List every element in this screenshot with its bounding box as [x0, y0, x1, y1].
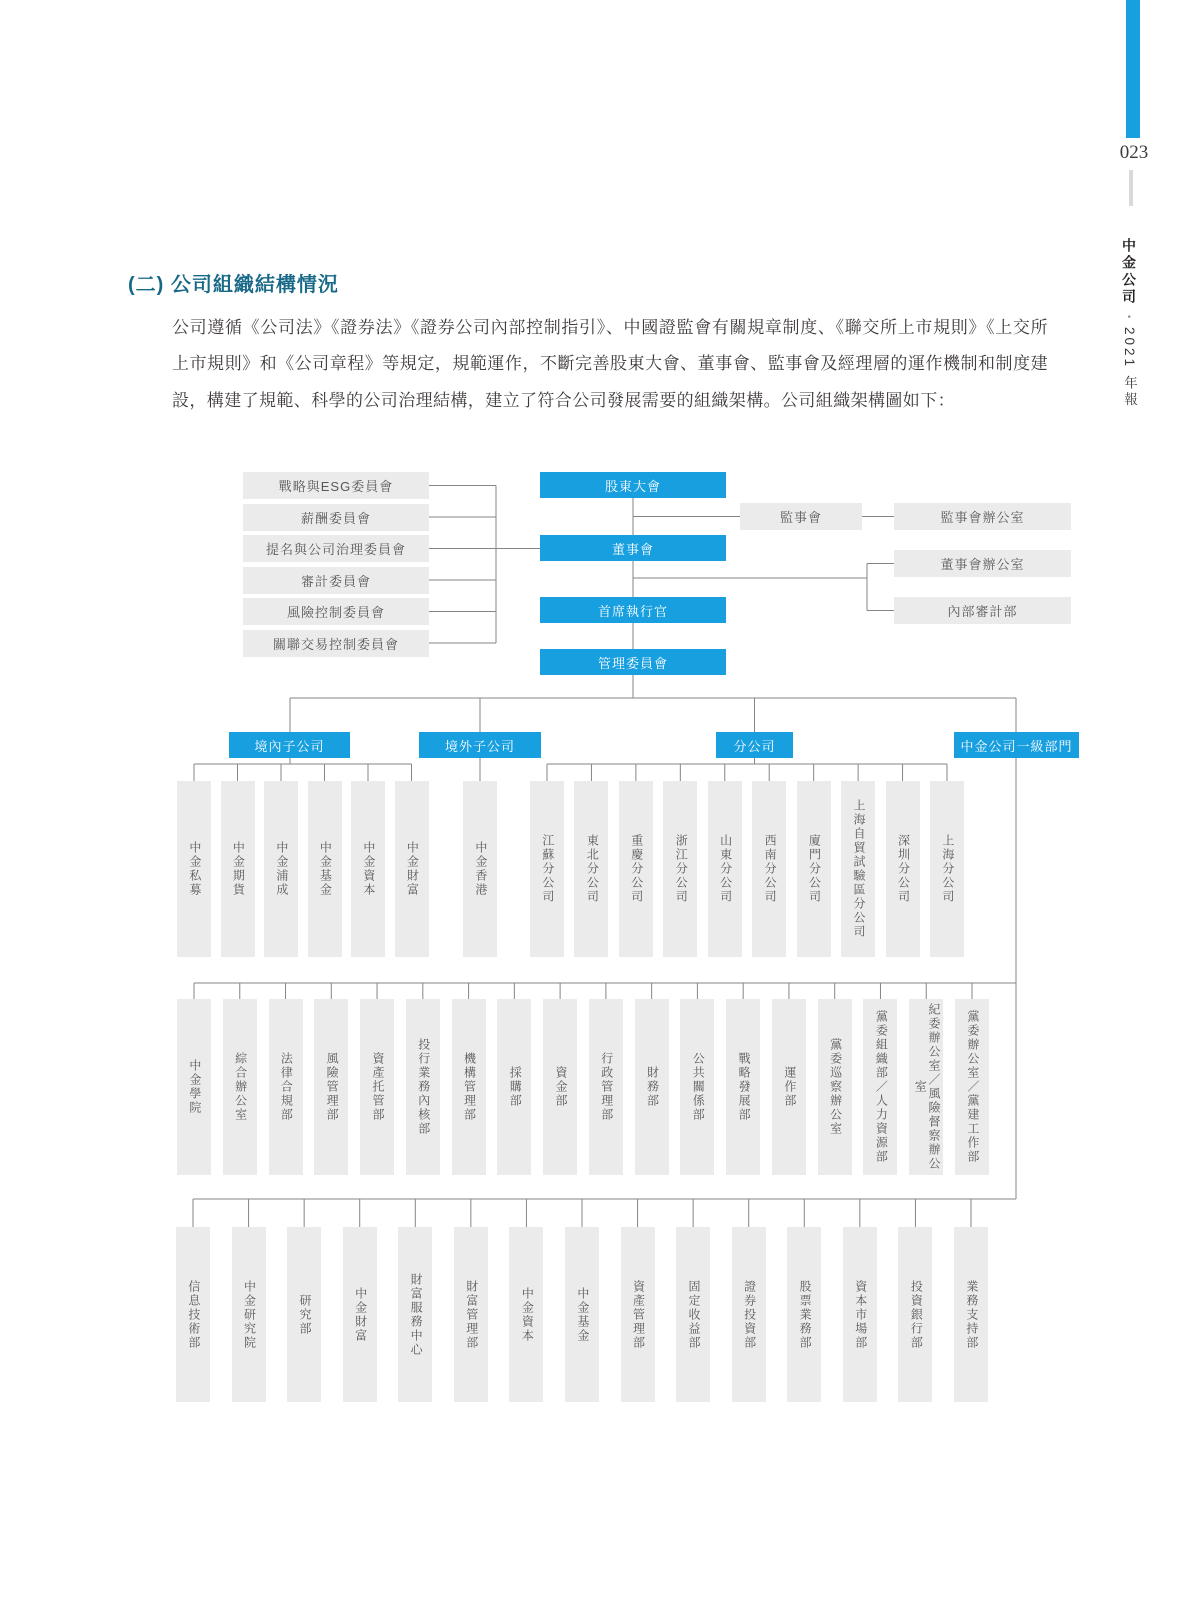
org-node-branch — [708, 781, 742, 957]
org-node-branch — [797, 781, 831, 957]
org-node-department — [176, 1227, 210, 1402]
org-node-department — [621, 1227, 655, 1402]
org-node-tier2 — [419, 732, 541, 758]
org-node-tier2-label: 境外子公司 — [444, 738, 515, 754]
org-node-domestic-subsidiary-label: 中金浦成 — [274, 841, 289, 897]
org-node-department-label: 公共關係部 — [691, 1052, 706, 1122]
org-node-domestic-subsidiary — [177, 781, 211, 957]
org-node-governance-label: 股東大會 — [604, 478, 661, 494]
section-heading: (二) 公司組織結構情況 — [128, 274, 339, 296]
org-node-committee-label: 審計委員會 — [300, 573, 371, 589]
org-node-department-label: 研究部 — [298, 1293, 313, 1336]
org-node-department-label: 中金研究院 — [242, 1279, 257, 1350]
org-node-department-label: 運作部 — [782, 1066, 797, 1108]
org-node-department — [818, 999, 852, 1175]
org-node-committee — [243, 567, 429, 594]
org-node-department-label: 財富服務中心 — [409, 1272, 424, 1357]
org-node-governance-label: 首席執行官 — [597, 603, 668, 619]
org-node-domestic-subsidiary-label: 中金財富 — [405, 841, 420, 897]
org-node-department — [787, 1227, 821, 1402]
org-node-branch-label: 浙江分公司 — [674, 834, 689, 904]
org-node-department — [454, 1227, 488, 1402]
org-node-department — [314, 999, 348, 1175]
org-node-department-label: 法律合規部 — [279, 1052, 294, 1122]
org-node-branch-label: 深圳分公司 — [896, 834, 911, 904]
org-node-department — [543, 999, 577, 1175]
org-node-committee-label: 提名與公司治理委員會 — [265, 542, 406, 557]
org-node-tier2-label: 中金公司一級部門 — [960, 738, 1073, 754]
org-node-department — [398, 1227, 432, 1402]
org-node-office-label: 內部審計部 — [947, 604, 1018, 619]
org-node-department — [676, 1227, 710, 1402]
org-node-committee-label: 風險控制委員會 — [286, 605, 385, 620]
org-node-department — [726, 999, 760, 1175]
org-node-department — [232, 1227, 266, 1402]
org-node-department-label: 證券投資部 — [742, 1279, 757, 1350]
org-node-tier2-label: 分公司 — [733, 738, 776, 754]
org-node-office — [894, 550, 1071, 577]
org-node-branch — [930, 781, 964, 957]
org-node-office-label: 董事會辦公室 — [940, 557, 1025, 572]
org-node-domestic-subsidiary-label: 中金期貨 — [231, 841, 246, 897]
org-node-department — [287, 1227, 321, 1402]
org-node-domestic-subsidiary — [264, 781, 298, 957]
org-node-department-label: 中金基金 — [575, 1286, 590, 1343]
bullet-separator-icon: • — [1124, 315, 1134, 319]
org-node-domestic-subsidiary-label: 中金資本 — [361, 841, 376, 897]
org-node-office — [894, 503, 1071, 530]
org-node-office-label: 監事會辦公室 — [940, 510, 1025, 525]
org-node-governance-label: 董事會 — [611, 541, 654, 557]
org-node-department-label: 投行業務內核部 — [416, 1038, 431, 1136]
org-node-overseas-subsidiary-label: 中金香港 — [473, 841, 488, 897]
org-node-department-label: 中金財富 — [353, 1286, 368, 1343]
org-node-department — [223, 999, 257, 1175]
sidebar-company-name: 中金公司 — [1121, 238, 1137, 306]
org-node-branch — [530, 781, 564, 957]
org-node-committee-label: 關聯交易控制委員會 — [272, 636, 399, 652]
org-node-branch — [886, 781, 920, 957]
org-node-department-label: 風險管理部 — [325, 1052, 340, 1122]
org-node-department — [898, 1227, 932, 1402]
org-node-department-label: 資產托管部 — [370, 1052, 385, 1122]
org-node-department — [452, 999, 486, 1175]
org-node-governance-label: 管理委員會 — [597, 655, 668, 671]
org-node-branch — [841, 781, 875, 957]
org-node-department-label: 資產管理部 — [631, 1279, 646, 1350]
org-node-department — [863, 999, 897, 1175]
org-node-department — [909, 999, 943, 1175]
org-node-department-label: 綜合辦公室 — [233, 1052, 248, 1122]
org-node-department — [843, 1227, 877, 1402]
org-node-department — [343, 1227, 377, 1402]
org-node-department-label: 財務部 — [645, 1066, 660, 1108]
org-node-branch-label: 西南分公司 — [763, 834, 778, 904]
org-node-department-label: 資本市場部 — [853, 1279, 868, 1350]
org-node-department-label: 資金部 — [554, 1066, 568, 1108]
org-node-domestic-subsidiary — [351, 781, 385, 957]
org-node-department — [269, 999, 303, 1175]
org-node-committee — [243, 598, 429, 625]
org-node-department — [406, 999, 440, 1175]
org-node-governance — [540, 649, 726, 675]
org-node-committee — [243, 472, 429, 499]
org-node-committee — [243, 535, 429, 562]
org-node-department — [635, 999, 669, 1175]
org-node-committee — [243, 630, 429, 657]
org-node-office — [894, 597, 1071, 624]
org-node-branch — [752, 781, 786, 957]
org-node-supervisory-board — [740, 503, 862, 530]
intro-paragraph: 公司遵循《公司法》《證券法》《證券公司內部控制指引》、中國證監會有關規章制度、《聯交所上市規則》《上交所上市規則》和《公司章程》等規定，規範運作，不斷完善股東大會、董事會、監事會及經理層的運作機制和制度建設，構建了規範、科學的公司治理結構，建立了符合公司發展需要的組織架構。公司組織架構圖如下： — [172, 318, 1048, 410]
org-node-department-label: 黨委巡察辦公室 — [828, 1038, 843, 1136]
org-node-department-label: 股票業務部 — [798, 1279, 813, 1350]
org-node-governance — [540, 535, 726, 561]
org-node-committee-label: 戰略與ESG委員會 — [278, 479, 394, 494]
org-node-governance — [540, 597, 726, 623]
org-node-department — [565, 1227, 599, 1402]
org-node-department-label: 中金學院 — [187, 1059, 202, 1115]
org-node-branch — [619, 781, 653, 957]
page-number: 023 — [1119, 142, 1149, 163]
org-node-tier2 — [229, 732, 350, 758]
sidebar-edition: 2021 年報 — [1122, 327, 1137, 409]
org-node-department-label: 戰略發展部 — [737, 1052, 752, 1122]
org-node-department-label: 信息技術部 — [186, 1279, 201, 1350]
org-node-branch-label: 上海自貿試驗區分公司 — [852, 799, 866, 939]
org-node-committee-label: 薪酬委員會 — [300, 510, 371, 526]
org-node-branch — [574, 781, 608, 957]
org-node-domestic-subsidiary — [308, 781, 342, 957]
org-node-branch-label: 東北分公司 — [585, 834, 600, 904]
org-node-department-label: 中金資本 — [520, 1286, 535, 1343]
org-node-committee — [243, 504, 429, 531]
org-node-department — [497, 999, 531, 1175]
org-node-branch-label: 江蘇分公司 — [540, 834, 555, 904]
org-node-branch-label: 山東分公司 — [718, 834, 733, 904]
org-node-domestic-subsidiary — [395, 781, 429, 957]
org-node-department — [772, 999, 806, 1175]
org-node-branch-label: 上海分公司 — [940, 834, 955, 904]
org-node-department-label: 投資銀行部 — [909, 1279, 924, 1350]
org-node-department-label: 固定收益部 — [687, 1279, 702, 1350]
org-node-overseas-subsidiary — [463, 781, 497, 957]
org-node-branch — [663, 781, 697, 957]
org-node-department-label: 紀委辦公室／風險督察辦公室 — [913, 1003, 942, 1171]
org-node-domestic-subsidiary-label: 中金私募 — [187, 841, 202, 897]
org-node-department — [954, 1227, 988, 1402]
org-node-department — [589, 999, 623, 1175]
org-node-department-label: 財富管理部 — [464, 1279, 479, 1350]
org-node-branch-label: 重慶分公司 — [629, 834, 644, 904]
org-node-department-label: 黨委辦公室／黨建工作部 — [965, 1010, 980, 1164]
org-node-department — [177, 999, 211, 1175]
org-node-domestic-subsidiary-label: 中金基金 — [318, 841, 333, 897]
org-node-department-label: 業務支持部 — [964, 1279, 979, 1350]
org-node-department — [509, 1227, 543, 1402]
org-node-department — [732, 1227, 766, 1402]
org-node-department — [360, 999, 394, 1175]
org-node-department-label: 黨委組織部／人力資源部 — [874, 1010, 889, 1164]
org-node-governance — [540, 472, 726, 498]
org-node-department-label: 行政管理部 — [599, 1052, 614, 1122]
org-node-tier2 — [954, 732, 1079, 758]
org-node-department — [955, 999, 989, 1175]
org-node-department — [680, 999, 714, 1175]
org-node-domestic-subsidiary — [221, 781, 255, 957]
org-node-branch-label: 廈門分公司 — [807, 834, 822, 904]
org-node-department-label: 機構管理部 — [462, 1052, 477, 1122]
org-node-tier2-label: 境內子公司 — [254, 738, 325, 754]
org-node-tier2 — [716, 732, 793, 758]
org-node-department-label: 採購部 — [508, 1066, 523, 1108]
org-node-supervisory-board-label: 監事會 — [779, 510, 822, 525]
